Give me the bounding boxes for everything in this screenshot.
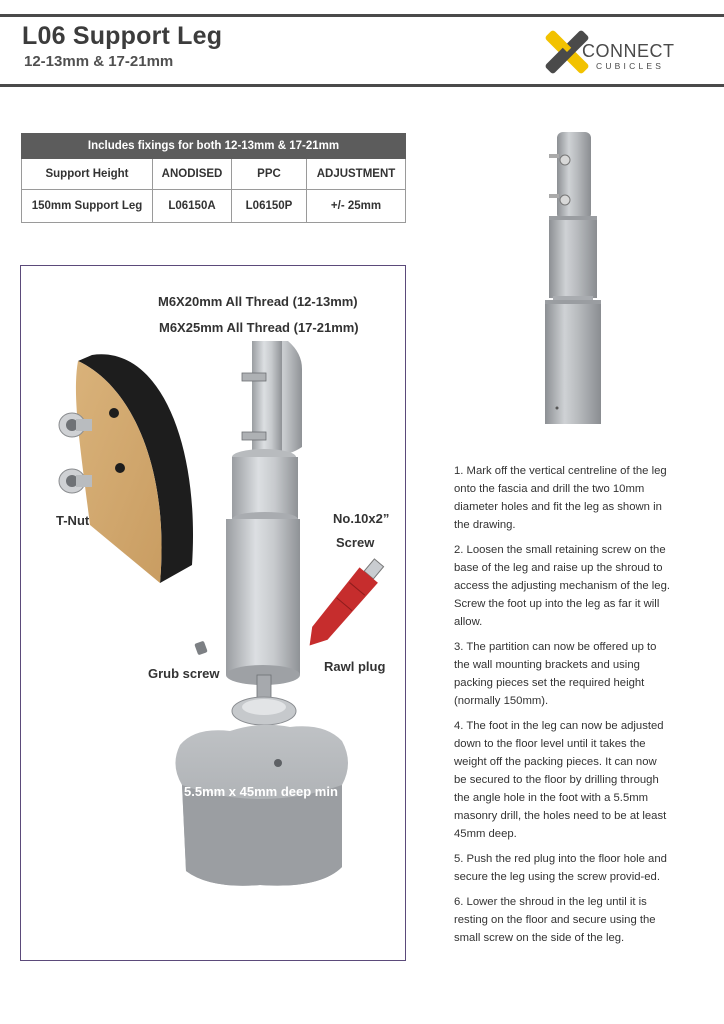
table-cell: +/- 25mm [307,190,406,223]
instruction-step: 4. The foot in the leg can now be adjusted down to the floor level until it takes the weight off the packing pieces. It can now be secured to the floor by drilling through the angle hole in the foot with a 5.5mm masonry drill, the holes need to be at least 45mm deep. [454,720,667,840]
label-tnut: T-Nut [56,513,90,528]
logo-text-connect: CONNECT [582,41,675,61]
column-header: Support Height [22,159,153,190]
logo-text-cubicles: CUBICLES [596,61,665,71]
support-leg-photo [535,128,615,428]
label-hole-depth: 5.5mm x 45mm deep min [184,784,338,799]
page-subtitle: 12-13mm & 17-21mm [24,53,174,70]
label-thread-17-21: M6X25mm All Thread (17-21mm) [159,320,359,335]
top-rule [0,14,724,17]
table-cell: 150mm Support Leg [22,190,153,223]
instruction-step: 2. Loosen the small retaining screw on the base of the leg and raise up the shroud to access the adjusting mechanism of the leg. Screw the foot up into the leg as far it will allow. [454,544,671,628]
instruction-step: 5. Push the red plug into the floor hole and secure the leg using the screw provid-ed. [454,853,667,883]
installation-instructions [454,462,672,954]
instruction-step: 6. Lower the shroud in the leg until it is resting on the floor and secure using the small screw on the side of the leg. [454,896,656,944]
instruction-step: 3. The partition can now be offered up to the wall mounting brackets and using packing pieces set the required height (normally 150mm). [454,641,657,707]
table-cell: L06150A [153,190,232,223]
label-screw: Screw [336,535,375,550]
column-header: ANODISED [153,159,232,190]
column-header: PPC [232,159,307,190]
header-bottom-rule [0,84,724,87]
exploded-diagram [20,265,406,961]
page-title: L06 Support Leg [22,22,223,50]
table-cell: L06150P [232,190,307,223]
label-grub-screw: Grub screw [148,666,220,681]
spec-table [21,133,406,223]
label-rawl-plug: Rawl plug [324,659,386,674]
label-screw-size: No.10x2” [333,511,390,526]
instruction-step: 1. Mark off the vertical centreline of the leg onto the fascia and drill the two 10mm diameter holes and fit the leg as shown in the drawing. [454,465,667,531]
label-thread-12-13: M6X20mm All Thread (12-13mm) [158,294,358,309]
column-header: ADJUSTMENT [307,159,406,190]
table-caption: Includes fixings for both 12-13mm & 17-21mm [22,134,406,159]
